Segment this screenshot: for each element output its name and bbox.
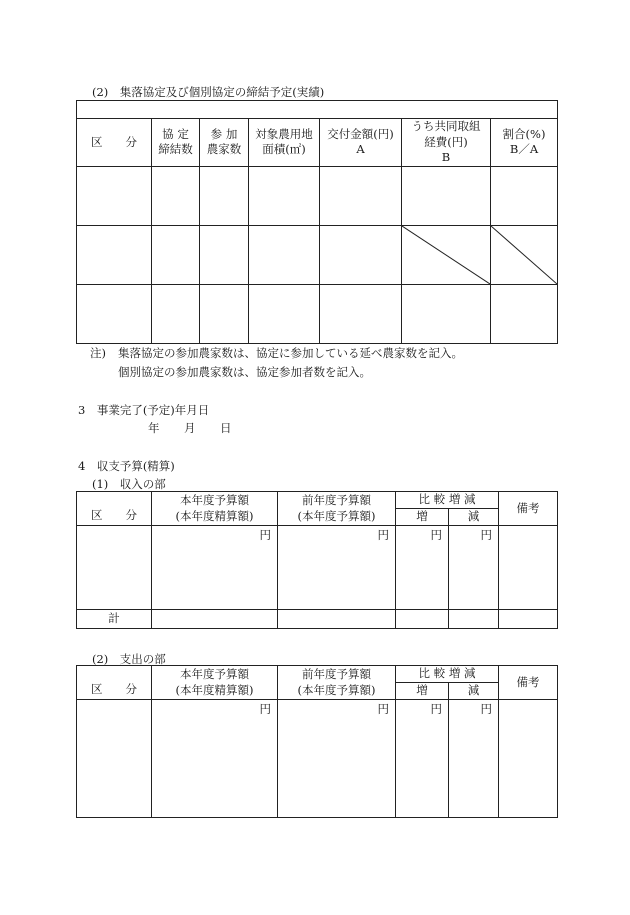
cell-input[interactable] [249,225,320,284]
cell-input[interactable] [449,610,499,629]
note-line-1: 集落協定の参加農家数は、協定に参加している延べ農家数を記入。 [118,346,463,360]
agreements-table [76,100,558,344]
header-farmer-count: 参 加 農家数 [200,119,249,167]
cell-input[interactable] [396,610,449,629]
table-row [77,700,558,818]
header-increase: 増 [396,509,449,526]
diagonal-cell-ratio [491,225,558,284]
yen-unit: 円 [449,700,499,818]
date-day-label: 日 [220,421,232,435]
yen-unit: 円 [278,526,396,610]
cell-input[interactable] [320,284,402,343]
total-label: 計 [77,610,152,629]
header-comparison: 比 較 増 減 [396,492,499,509]
yen-unit: 円 [449,526,499,610]
cell-input[interactable] [499,610,558,629]
header-remarks: 備考 [499,492,558,526]
cell-input[interactable] [152,610,278,629]
cell-input[interactable] [249,166,320,225]
yen-unit: 円 [152,700,278,818]
table-row [77,166,558,225]
expense-table [76,665,558,818]
header-ratio: 割合(%) B／A [491,119,558,167]
date-year-label: 年 [148,421,160,435]
yen-unit: 円 [396,526,449,610]
cell-input[interactable] [499,526,558,610]
header-grant-amount: 交付金額(円) A [320,119,402,167]
cell-input[interactable] [320,225,402,284]
header-previous-budget: 前年度予算額 (本年度予算額) [278,666,396,700]
cell-input[interactable] [77,284,152,343]
cell-input[interactable] [320,166,402,225]
header-comparison: 比 較 増 減 [396,666,499,683]
cell-input[interactable] [402,166,491,225]
cell-input[interactable] [152,284,200,343]
diagonal-cell-joint-expense [402,225,491,284]
cell-input[interactable] [77,526,152,610]
section-heading-income: (1) 収入の部 [92,477,166,491]
cell-input[interactable] [499,700,558,818]
cell-input[interactable] [77,225,152,284]
header-decrease: 減 [449,683,499,700]
cell-input[interactable] [278,610,396,629]
yen-unit: 円 [396,700,449,818]
income-table [76,491,558,629]
header-kubun: 区 分 [77,666,152,700]
header-current-budget: 本年度予算額 (本年度精算額) [152,492,278,526]
header-decrease: 減 [449,509,499,526]
table-top-strip [77,101,558,119]
cell-input[interactable] [402,284,491,343]
note-label: 注) [90,346,106,360]
yen-unit: 円 [278,700,396,818]
cell-input[interactable] [152,166,200,225]
header-agreement-count: 協 定 締結数 [152,119,200,167]
cell-input[interactable] [200,166,249,225]
header-increase: 増 [396,683,449,700]
table-row [77,284,558,343]
table-row [77,526,558,610]
cell-input[interactable] [200,284,249,343]
header-joint-expense: うち共同取組 経費(円) B [402,119,491,167]
table-row [77,225,558,284]
header-previous-budget: 前年度予算額 (本年度予算額) [278,492,396,526]
section-heading-agreements: (2) 集落協定及び個別協定の締結予定(実績) [92,85,325,99]
section-heading-completion-date: 3 事業完了(予定)年月日 [78,403,210,417]
total-row [77,610,558,629]
note-line-2: 個別協定の参加農家数は、協定参加者数を記入。 [118,365,371,379]
header-current-budget: 本年度予算額 (本年度精算額) [152,666,278,700]
header-farmland-area: 対象農用地 面積(㎡) [249,119,320,167]
cell-input[interactable] [491,284,558,343]
cell-input[interactable] [491,166,558,225]
header-kubun: 区 分 [77,492,152,526]
header-kubun: 区 分 [77,119,152,167]
section-heading-budget: 4 収支予算(精算) [78,459,175,473]
header-remarks: 備考 [499,666,558,700]
cell-input[interactable] [152,225,200,284]
cell-input[interactable] [77,166,152,225]
yen-unit: 円 [152,526,278,610]
date-month-label: 月 [184,421,196,435]
section-heading-expense: (2) 支出の部 [92,652,166,666]
cell-input[interactable] [77,700,152,818]
cell-input[interactable] [200,225,249,284]
cell-input[interactable] [249,284,320,343]
